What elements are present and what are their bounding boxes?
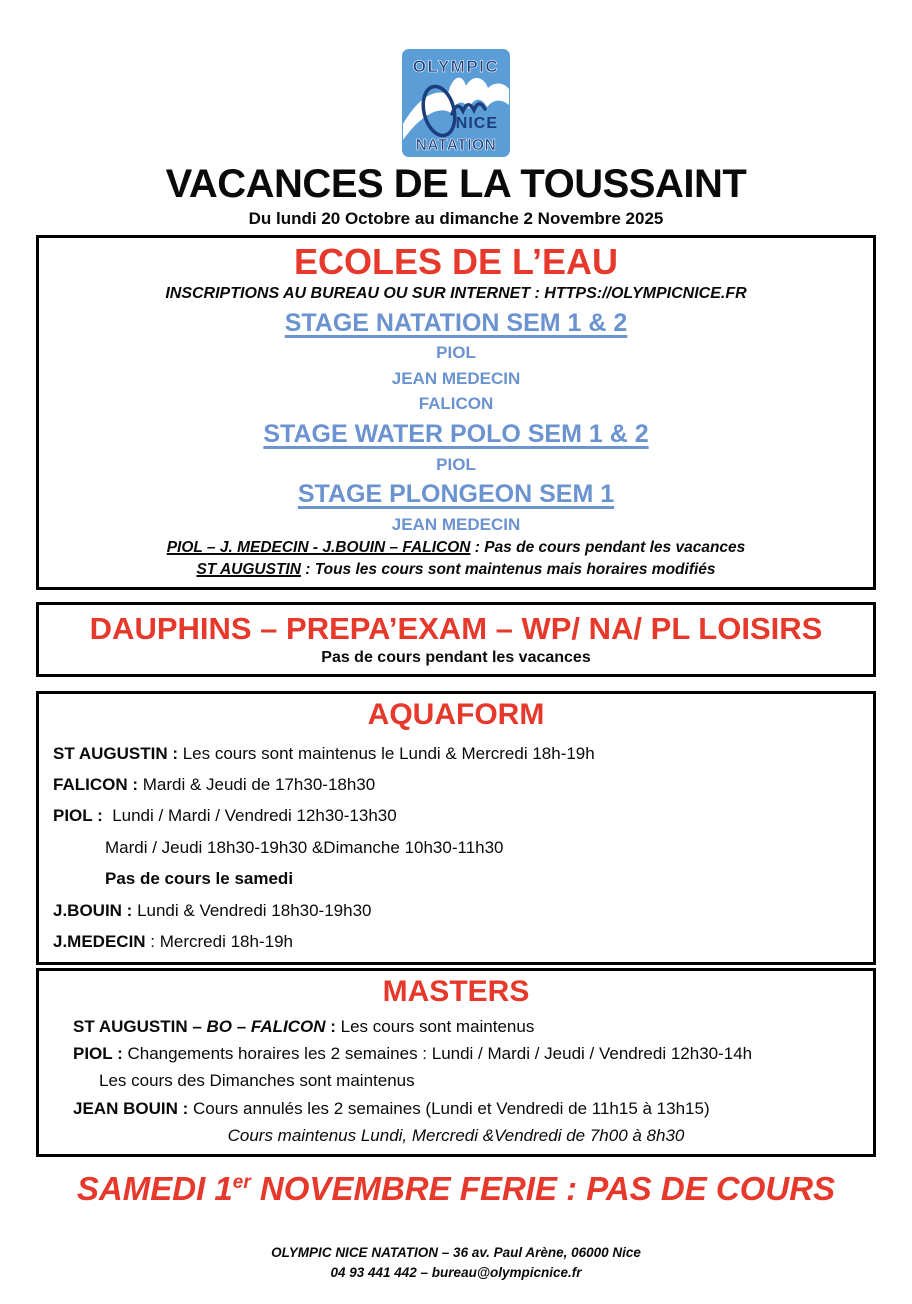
holiday-notice-prefix: SAMEDI 1 bbox=[76, 1170, 233, 1208]
holiday-notice bbox=[0, 1169, 912, 1209]
aquaform-st-augustin-label: ST AUGUSTIN : bbox=[53, 743, 178, 763]
masters-title: MASTERS bbox=[382, 975, 530, 1009]
page-title: VACANCES DE LA TOUSSAINT bbox=[165, 162, 747, 206]
masters-jean-bouin-text: Cours annulés les 2 semaines (Lundi et Vendredi de 11h15 à 13h15) bbox=[188, 1098, 710, 1118]
page-subtitle: Du lundi 20 Octobre au dimanche 2 Novembre 2025 bbox=[248, 209, 664, 228]
stage-plongeon-location-jean-medecin: JEAN MEDECIN bbox=[391, 514, 521, 534]
masters-jean-bouin-label: JEAN BOUIN : bbox=[73, 1098, 189, 1118]
masters-bo-falicon-label: BO – FALICON bbox=[206, 1016, 326, 1036]
section-aquaform bbox=[36, 691, 876, 965]
holiday-notice-suffix: NOVEMBRE FERIE : PAS DE COURS bbox=[250, 1170, 836, 1208]
masters-maintained-text: Cours maintenus Lundi, Mercredi &Vendredi de 7h00 à 8h30 bbox=[227, 1125, 685, 1145]
masters-jean-bouin-line bbox=[53, 1098, 859, 1119]
masters-sundays-text: Les cours des Dimanches sont maintenus bbox=[99, 1071, 415, 1091]
aquaform-jbouin-label: J.BOUIN : bbox=[53, 900, 133, 920]
footer-address: OLYMPIC NICE NATATION – 36 av. Paul Arène, 06000 Nice bbox=[271, 1244, 641, 1260]
dauphins-subtitle: Pas de cours pendant les vacances bbox=[321, 649, 591, 667]
stage-natation-heading: STAGE NATATION SEM 1 & 2 bbox=[284, 308, 628, 337]
dauphins-title: DAUPHINS – PREPA’EXAM – WP/ NA/ PL LOISIRS bbox=[89, 610, 823, 646]
masters-st-augustin-line bbox=[53, 1016, 859, 1037]
aquaform-falicon-text: Mardi & Jeudi de 17h30-18h30 bbox=[138, 775, 376, 795]
logo-olympic-text: OLYMPIC bbox=[412, 57, 500, 76]
stage-natation-location-piol: PIOL bbox=[436, 343, 476, 363]
section-ecoles-de-leau bbox=[36, 235, 876, 590]
holiday-notice-ordinal: er bbox=[232, 1172, 251, 1194]
ecoles-note-st-augustin-text: : Tous les cours sont maintenus mais horaires modifiés bbox=[300, 560, 716, 578]
aquaform-jbouin-line bbox=[53, 901, 859, 921]
club-logo bbox=[401, 48, 511, 158]
club-logo-graphic bbox=[401, 48, 511, 158]
stage-water-polo-location-piol: PIOL bbox=[436, 454, 476, 474]
aquaform-piol-text-2: Mardi / Jeudi 18h30-19h30 &Dimanche 10h30-11h30 bbox=[105, 837, 504, 857]
ecoles-note-st-augustin-label: ST AUGUSTIN bbox=[196, 560, 301, 578]
stage-water-polo-heading: STAGE WATER POLO SEM 1 & 2 bbox=[263, 420, 649, 449]
aquaform-jmedecin-label: J.MEDECIN bbox=[53, 932, 146, 952]
masters-st-augustin-label: ST AUGUSTIN – bbox=[73, 1016, 207, 1036]
ecoles-note-closures bbox=[49, 539, 863, 557]
ecoles-inscriptions: INSCRIPTIONS AU BUREAU OU SUR INTERNET : HTTPS://OLYMPICNICE.FR bbox=[165, 284, 747, 302]
ecoles-title: ECOLES DE L’EAU bbox=[293, 241, 619, 282]
aquaform-piol-line-2 bbox=[53, 838, 859, 858]
masters-piol-label: PIOL : bbox=[73, 1044, 123, 1064]
section-dauphins bbox=[36, 602, 876, 678]
section-masters bbox=[36, 968, 876, 1157]
aquaform-piol-text: Lundi / Mardi / Vendredi 12h30-13h30 bbox=[102, 806, 397, 826]
ecoles-note-st-augustin bbox=[49, 561, 863, 579]
aquaform-jmedecin-text: : Mercredi 18h-19h bbox=[145, 932, 293, 952]
aquaform-falicon-label: FALICON : bbox=[53, 775, 138, 795]
aquaform-title: AQUAFORM bbox=[367, 698, 545, 732]
masters-piol-text: Changements horaires les 2 semaines : Lundi / Mardi / Jeudi / Vendredi 12h30-14h bbox=[122, 1044, 753, 1064]
ecoles-note-closures-text: : Pas de cours pendant les vacances bbox=[470, 538, 746, 556]
masters-sundays-line bbox=[53, 1070, 859, 1091]
aquaform-st-augustin-line bbox=[53, 744, 859, 764]
aquaform-no-saturday-line bbox=[53, 869, 859, 889]
footer bbox=[0, 1243, 912, 1284]
aquaform-piol-label: PIOL : bbox=[53, 806, 103, 826]
aquaform-piol-line bbox=[53, 806, 859, 826]
logo-nice-text: NICE bbox=[455, 115, 498, 132]
logo-natation-text: NATATION bbox=[415, 137, 497, 154]
stage-natation-location-falicon: FALICON bbox=[418, 394, 494, 414]
aquaform-jbouin-text: Lundi & Vendredi 18h30-19h30 bbox=[132, 900, 372, 920]
masters-maintained-line bbox=[53, 1125, 859, 1146]
stage-plongeon-heading: STAGE PLONGEON SEM 1 bbox=[297, 480, 615, 509]
stage-natation-location-jean-medecin: JEAN MEDECIN bbox=[391, 368, 521, 388]
aquaform-falicon-line bbox=[53, 775, 859, 795]
masters-st-augustin-text: Les cours sont maintenus bbox=[335, 1016, 535, 1036]
ecoles-note-closures-label: PIOL – J. MEDECIN - J.BOUIN – FALICON bbox=[166, 538, 471, 556]
aquaform-st-augustin-text: Les cours sont maintenus le Lundi & Mercredi 18h-19h bbox=[177, 743, 595, 763]
footer-contact: 04 93 441 442 – bureau@olympicnice.fr bbox=[330, 1265, 582, 1280]
masters-label-colon: : bbox=[325, 1016, 336, 1036]
aquaform-no-saturday-label: Pas de cours le samedi bbox=[105, 869, 294, 889]
masters-piol-line bbox=[53, 1043, 859, 1064]
aquaform-jmedecin-line bbox=[53, 932, 859, 952]
